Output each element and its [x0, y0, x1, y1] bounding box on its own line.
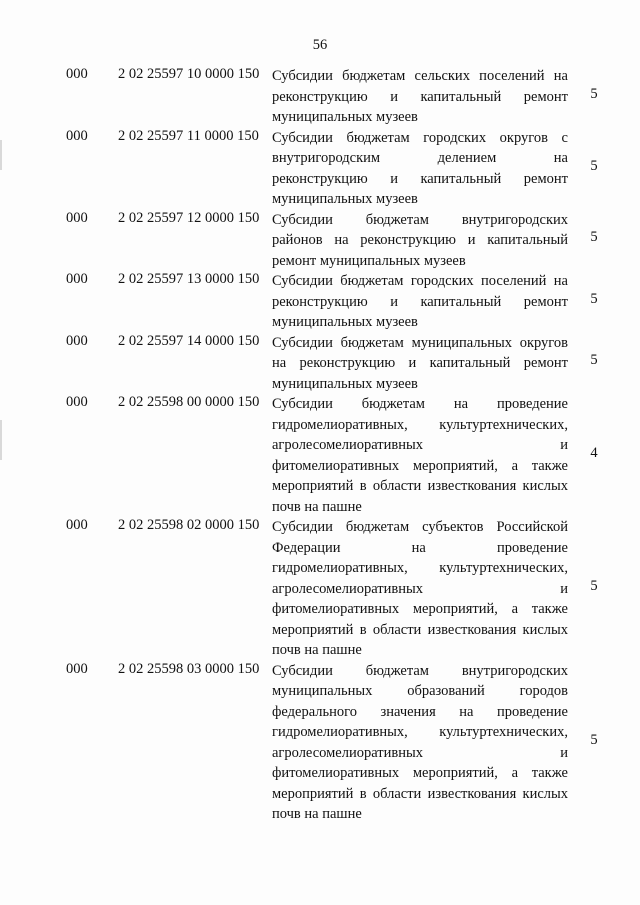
revenue-code-cell: 2 02 25597 13 0000 150 — [118, 271, 260, 287]
revenue-name-line: агролесомелиоративных и — [272, 744, 568, 761]
revenue-name-line: агролесомелиоративных и — [272, 580, 568, 597]
admin-code-cell: 000 — [66, 271, 88, 287]
revenue-code-cell: 2 02 25597 11 0000 150 — [118, 127, 259, 144]
revenue-code-cell: 2 02 25598 00 0000 150 — [118, 394, 260, 410]
revenue-name-line: ремонт муниципальных музеев — [272, 252, 466, 269]
revenue-name-line: фитомелиоративных мероприятий, а также — [272, 601, 568, 617]
revenue-name-line: мероприятий в области известкования кислых — [272, 785, 568, 802]
revenue-name-cell — [272, 661, 568, 825]
revenue-name-line: реконструкцию и капитальный ремонт — [272, 170, 568, 187]
revenue-name-line: Субсидии бюджетам на проведение — [272, 396, 568, 412]
admin-code-cell: 000 — [66, 332, 88, 349]
table-row — [0, 517, 640, 661]
revenue-name-cell — [272, 517, 568, 661]
revenue-name-cell — [272, 271, 568, 333]
revenue-name-cell — [272, 333, 568, 395]
revenue-name-line: Субсидии бюджетам внутригородских — [272, 211, 568, 228]
table-row — [0, 394, 640, 517]
revenue-name-line: мероприятий в области известкования кислых — [272, 478, 568, 494]
admin-code-cell: 000 — [66, 517, 88, 533]
revenue-name-line: муниципальных музеев — [272, 375, 418, 392]
admin-code-cell: 000 — [66, 660, 88, 677]
revenue-name-line: мероприятий в области известкования кислых — [272, 621, 568, 638]
revenue-code-cell: 2 02 25597 14 0000 150 — [118, 332, 260, 349]
revenue-name-line: почв на пашне — [272, 806, 362, 822]
revenue-name-line: фитомелиоративных мероприятий, а также — [272, 765, 568, 781]
revenue-name-line: муниципальных образований городов — [272, 683, 568, 699]
revenue-name-cell — [272, 66, 568, 128]
revenue-name-cell — [272, 128, 568, 210]
amount-cell: 5 — [590, 577, 598, 594]
table-row — [0, 210, 640, 272]
amount-cell: 5 — [590, 731, 598, 748]
revenue-name-line: муниципальных музеев — [272, 109, 418, 125]
revenue-code-cell: 2 02 25598 03 0000 150 — [118, 660, 260, 677]
table-row — [0, 333, 640, 395]
revenue-name-line: районов на реконструкцию и капитальный — [272, 232, 568, 248]
amount-cell: 5 — [590, 352, 598, 369]
revenue-name-cell — [272, 394, 568, 517]
revenue-name-line: Субсидии бюджетам городских поселений на — [272, 273, 568, 289]
revenue-name-line: муниципальных музеев — [272, 314, 418, 330]
revenue-name-line: фитомелиоративных мероприятий, а также — [272, 457, 568, 474]
admin-code-cell: 000 — [66, 209, 88, 226]
revenue-name-line: Субсидии бюджетам городских округов с — [272, 129, 568, 146]
revenue-name-line: Субсидии бюджетам муниципальных округов — [272, 334, 568, 351]
revenue-name-line: Субсидии бюджетам сельских поселений на — [272, 68, 568, 84]
table-row — [0, 661, 640, 825]
revenue-name-cell — [272, 210, 568, 272]
revenue-name-line: почв на пашне — [272, 642, 362, 658]
budget-classification-table — [0, 66, 640, 825]
amount-cell: 5 — [590, 290, 598, 307]
revenue-name-line: агролесомелиоративных и — [272, 437, 568, 453]
admin-code-cell: 000 — [66, 127, 88, 144]
revenue-name-line: гидромелиоративных, культуртехнических, — [272, 416, 568, 433]
admin-code-cell: 000 — [66, 66, 88, 82]
revenue-name-line: Субсидии бюджетам внутригородских — [272, 662, 568, 679]
revenue-name-line: федерального значения на проведение — [272, 703, 568, 720]
amount-cell: 5 — [590, 229, 598, 246]
amount-cell: 5 — [590, 157, 598, 174]
table-row — [0, 66, 640, 128]
revenue-name-line: Субсидии бюджетам субъектов Российской — [272, 519, 568, 535]
revenue-name-line: муниципальных музеев — [272, 191, 418, 207]
revenue-code-cell: 2 02 25597 10 0000 150 — [118, 66, 260, 82]
revenue-name-line: гидромелиоративных, культуртехнических, — [272, 724, 568, 740]
admin-code-cell: 000 — [66, 394, 88, 410]
revenue-name-line: реконструкцию и капитальный ремонт — [272, 293, 568, 310]
revenue-name-line: почв на пашне — [272, 498, 362, 515]
revenue-code-cell: 2 02 25598 02 0000 150 — [118, 517, 260, 533]
table-row — [0, 128, 640, 210]
table-row — [0, 271, 640, 333]
amount-cell: 4 — [590, 444, 598, 461]
revenue-name-line: реконструкцию и капитальный ремонт — [272, 88, 568, 105]
revenue-name-line: внутригородским делением на — [272, 150, 568, 166]
revenue-name-line: гидромелиоративных, культуртехнических, — [272, 560, 568, 576]
revenue-name-line: на реконструкцию и капитальный ремонт — [272, 355, 568, 371]
revenue-name-line: Федерации на проведение — [272, 539, 568, 556]
revenue-code-cell: 2 02 25597 12 0000 150 — [118, 209, 260, 226]
amount-cell: 5 — [590, 85, 598, 102]
page-number: 56 — [312, 37, 328, 53]
